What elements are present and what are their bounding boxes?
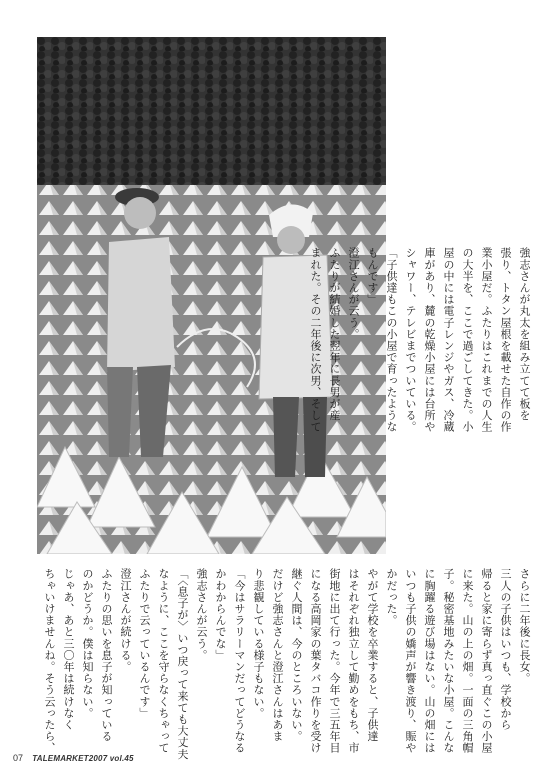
article-text-upper: 強志さんが丸太を組み立てて板を 張り、トタン屋根を載せた自作の作 業小屋だ。ふたりはこれまでの人生 の大半を、ここで過ごしてきた。小 屋の中には電子レンジやガス、冷蔵 庫があり、麓の乾燥小屋には台所や シャワー、テレビまでついている。 「子供達もこの小屋で育ったような もんです」 澄江さんが云う。 ふたりが結婚した翌年に長男が産 まれた。その二年後に次男、そして	[309, 247, 531, 433]
page-footer	[13, 753, 134, 763]
page-number: 07	[13, 753, 24, 763]
tree-line	[37, 37, 386, 197]
magazine-title: TALEMARKET2007 vol.45	[32, 754, 134, 763]
article-text-lower: さらに二年後に長女。 三人の子供はいつも、学校から 帰ると家に寄らず真っ直ぐこの小屋 に来た。山の上の畑。一面の三角帽 子。秘密基地みたいな小屋。こんな に胸躍る遊び場はない。山の畑には いつも子供の嬌声が響き渡り、賑や かだった。 やがて学校を卒業すると、子供達 はそれぞれ独立して勤めをもち、市 街地に出て行った。今年で三五年目 になる高岡家の葉タバコ作りを受け 継ぐ人間は、今のところいない。 だけど強志さんと澄江さんはあま り悲観している様子もない。 「今はサラリーマンだってどうなる かわからんでな」 強志さんが云う。 「〈息子が〉いつ戻って来ても大丈夫 なように、ここを守らなくちゃって ふたりで云っているんです」 澄江さんが続ける。 ふたりの思いを息子が知っている のかどうか。僕は知らない。 じゃあ、あと三〇年は続けなく ちゃいけませんね。そう云ったら、	[43, 568, 531, 760]
